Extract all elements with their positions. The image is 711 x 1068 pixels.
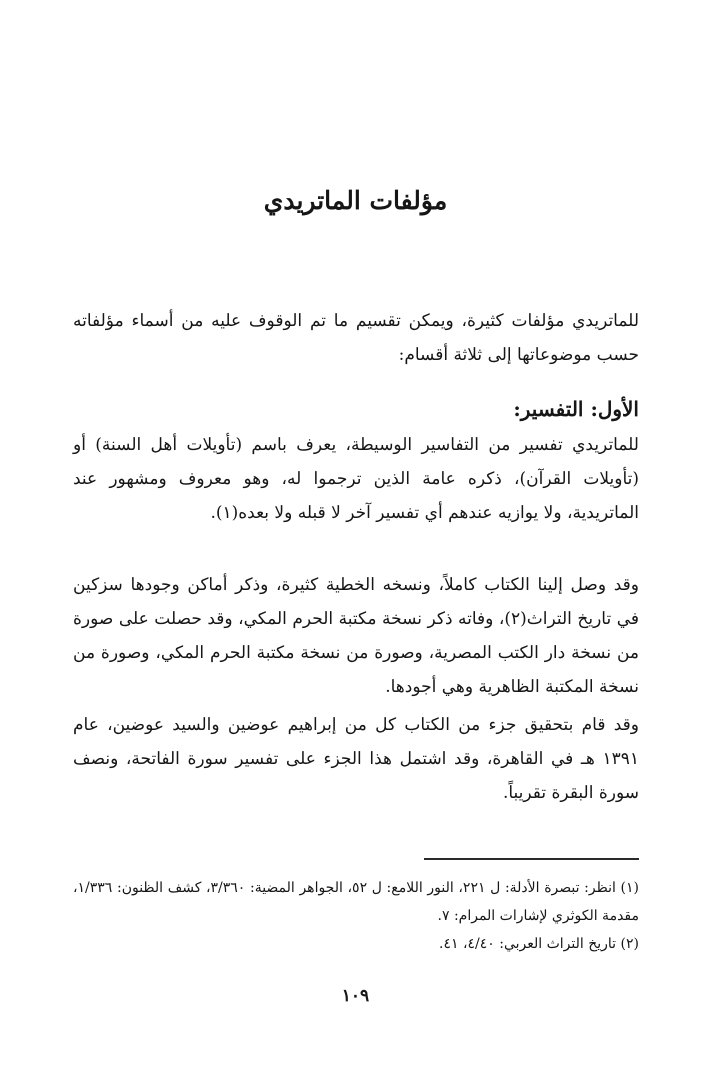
page-title: مؤلفات الماتريدي: [263, 186, 448, 215]
footnote-2: (٢) تاريخ التراث العربي: ٤/٤٠، ٤١.: [439, 936, 639, 952]
page-number: ١٠٩: [341, 986, 370, 1006]
intro-paragraph: للماتريدي مؤلفات كثيرة، ويمكن تقسيم ما تم الوقوف عليه من أسماء مؤلفاته حسب موضوعاتها إلى ثلاثة أقسام:: [73, 311, 639, 365]
footnote-1: (١) انظر: تبصرة الأدلة: ل ٢٢١، النور اللامع: ل ٥٢، الجواهر المضية: ٣/٣٦٠، كشف الظنون: ١/٣٣٦، مقدمة الكوثري لإشارات المرام: ٧.: [73, 880, 639, 924]
section-heading: الأول: التفسير:: [513, 397, 639, 421]
body-paragraph-1: للماتريدي تفسير من التفاسير الوسيطة، يعرف باسم (تأويلات أهل السنة) أو (تأويلات القرآن)، ذكره عامة الذين ترجموا له، وهو معروف ومشهور عند الماتريدية، ولا يوازيه عندهم أي تفسير آخر لا قبله ولا بعده(١).: [73, 435, 639, 523]
body-paragraph-2: وقد وصل إلينا الكتاب كاملاً، ونسخه الخطية كثيرة، وذكر أماكن وجودها سزكين في تاريخ التراث(٢)، وفاته ذكر نسخة مكتبة الحرم المكي، وقد حصلت على صورة من نسخة دار الكتب المصرية، وصورة من نسخة مكتبة الحرم المكي، وصورة من نسخة المكتبة الظاهرية وهي أجودها.: [73, 575, 640, 697]
footnotes: [73, 874, 639, 958]
body-paragraph-3: وقد قام بتحقيق جزء من الكتاب كل من إبراهيم عوضين والسيد عوضين، عام ١٣٩١ هـ في القاهرة، وقد اشتمل هذا الجزء على تفسير سورة الفاتحة، ونصف سورة البقرة تقريباً.: [73, 715, 639, 803]
footnote-separator: [424, 858, 639, 860]
